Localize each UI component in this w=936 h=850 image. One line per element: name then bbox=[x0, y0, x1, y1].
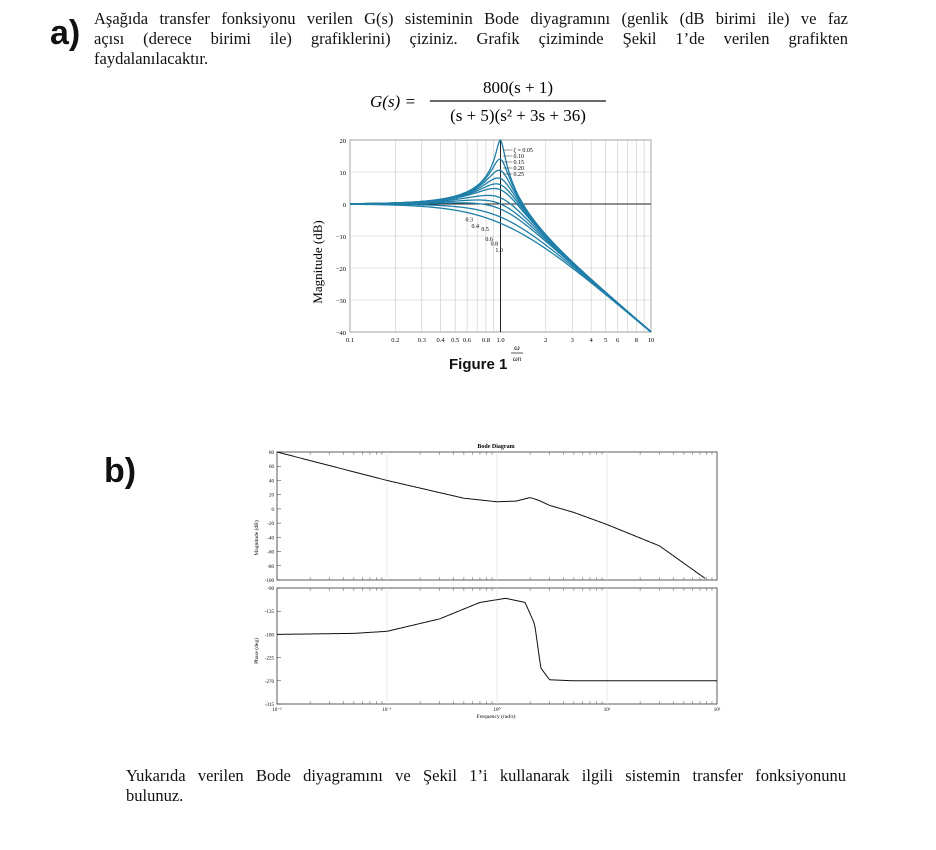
bode-xtick: 10² bbox=[713, 708, 721, 713]
fig1-xtick: 0.1 bbox=[345, 337, 355, 344]
fig1-zeta-label: 0.8 bbox=[490, 241, 499, 248]
part-b-line-2: bulunuz. bbox=[126, 786, 184, 805]
fig1-xtick: 0.6 bbox=[463, 337, 472, 344]
fig1-ytick: −30 bbox=[335, 298, 346, 305]
fig1-xlabel-den: ωn bbox=[512, 355, 522, 363]
bode-mag-ylabel: Magnitude (dB) bbox=[254, 520, 260, 556]
bode-phase-ytick: -135 bbox=[264, 610, 274, 616]
bode-mag-ytick: -60 bbox=[267, 550, 274, 556]
fig1-zeta-label: 0.6 bbox=[485, 236, 493, 243]
fig1-zeta-label: ζ = 0.05 bbox=[513, 148, 533, 154]
part-a-label: a) bbox=[50, 14, 81, 52]
fig1-xtick: 5 bbox=[604, 337, 608, 344]
fig1-xtick: 2 bbox=[544, 337, 548, 344]
fig1-zeta-label: 0.5 bbox=[481, 227, 489, 234]
fig1-zeta-label: 1.0 bbox=[495, 248, 503, 254]
bode-mag-ytick: -80 bbox=[267, 564, 274, 570]
part-b-label: b) bbox=[104, 452, 137, 490]
fig1-xlabel-num: ω bbox=[514, 343, 520, 352]
fig1-xtick: 0.8 bbox=[481, 337, 490, 344]
fig1-ytick: −40 bbox=[335, 330, 346, 337]
fig1-xtick: 8 bbox=[634, 337, 639, 344]
bode-xtick: 10⁻² bbox=[272, 708, 282, 713]
part-a-line-1: Aşağıda transfer fonksiyonu verilen G(s) sisteminin Bode diyagramını (genlik (dB birimi ile) ve faz bbox=[94, 9, 848, 28]
equation-svg bbox=[370, 77, 620, 127]
bode-xlabel: Frequency (rad/s) bbox=[476, 714, 516, 720]
bode-phase-ytick: -270 bbox=[264, 679, 274, 685]
equation-numerator: 800(s + 1) bbox=[482, 78, 554, 97]
fig1-ylabel: Magnitude (dB) bbox=[310, 220, 325, 304]
fig1-xtick: 0.2 bbox=[391, 337, 400, 344]
bode-title: Bode Diagram bbox=[477, 444, 515, 450]
bode-grid bbox=[265, 451, 721, 713]
fig1-xtick: 0.5 bbox=[451, 337, 460, 344]
fig1-xtick: 6 bbox=[615, 337, 620, 344]
fig1-xtick: 0.3 bbox=[417, 337, 426, 344]
fig1-xtick: 10 bbox=[647, 337, 655, 344]
part-a-question bbox=[94, 9, 848, 69]
bode-phase-ytick: -90 bbox=[267, 587, 274, 592]
part-a-line-3: faydalanılacaktır. bbox=[94, 49, 209, 68]
fig1-ytick: 10 bbox=[339, 170, 346, 177]
transfer-function-equation bbox=[370, 77, 620, 132]
bode-xtick: 10⁻¹ bbox=[382, 708, 392, 713]
bode-mag-ytick: -20 bbox=[267, 522, 274, 528]
fig1-zeta-label: 0.25 bbox=[513, 172, 524, 178]
bode-mag-ytick: 80 bbox=[269, 451, 274, 456]
bode-phase-ytick: -225 bbox=[264, 656, 274, 662]
bode-diagram-chart bbox=[245, 438, 725, 720]
equation-lhs: G(s) = bbox=[370, 92, 416, 111]
bode-mag-ytick: -40 bbox=[267, 536, 274, 542]
fig1-ytick: 0 bbox=[342, 202, 346, 209]
fig1-zeta-label: 0.10 bbox=[513, 154, 524, 160]
fig1-zeta-label: 0.15 bbox=[513, 160, 524, 166]
bode-mag-ytick: 0 bbox=[271, 507, 274, 513]
bode-xtick: 10⁰ bbox=[493, 708, 501, 713]
equation-denominator: (s + 5)(s² + 3s + 36) bbox=[450, 106, 586, 125]
fig1-xtick: 0.4 bbox=[436, 337, 445, 344]
bode-mag-ytick: 40 bbox=[269, 479, 274, 485]
bode-phase-ytick: -315 bbox=[264, 703, 274, 708]
fig1-zeta-label: 0.4 bbox=[471, 224, 480, 230]
fig1-zeta-label: 0.3 bbox=[465, 217, 474, 224]
bode-mag-ytick: -100 bbox=[264, 579, 274, 584]
fig1-xtick: 1.0 bbox=[496, 337, 505, 344]
bode-mag-ytick: 60 bbox=[269, 465, 274, 471]
bode-mag-ytick: 20 bbox=[269, 493, 274, 499]
figure-1-magnitude-chart bbox=[310, 132, 680, 370]
part-a-line-2: açısı (derece birimi ile) grafiklerini) çiziniz. Grafik çiziminde Şekil 1’de verilen grafikten bbox=[94, 29, 848, 48]
bode-phase-ytick: -180 bbox=[264, 633, 274, 639]
fig1-zeta-label: 0.20 bbox=[513, 166, 524, 172]
part-b-question bbox=[126, 766, 846, 806]
bode-phase-ylabel: Phase (deg) bbox=[254, 638, 260, 664]
fig1-xtick: 4 bbox=[589, 337, 593, 344]
part-b-line-1: Yukarıda verilen Bode diyagramını ve Şekil 1’i kullanarak ilgili sistemin transfer fonksiyonunu bbox=[126, 766, 846, 785]
fig1-ytick: −10 bbox=[335, 234, 346, 241]
bode-xtick: 10¹ bbox=[603, 708, 611, 713]
fig1-xtick: 3 bbox=[570, 337, 574, 344]
figure-1-caption: Figure 1 bbox=[449, 356, 508, 373]
fig1-ytick: −20 bbox=[335, 266, 346, 273]
fig1-ytick: 20 bbox=[339, 138, 346, 145]
